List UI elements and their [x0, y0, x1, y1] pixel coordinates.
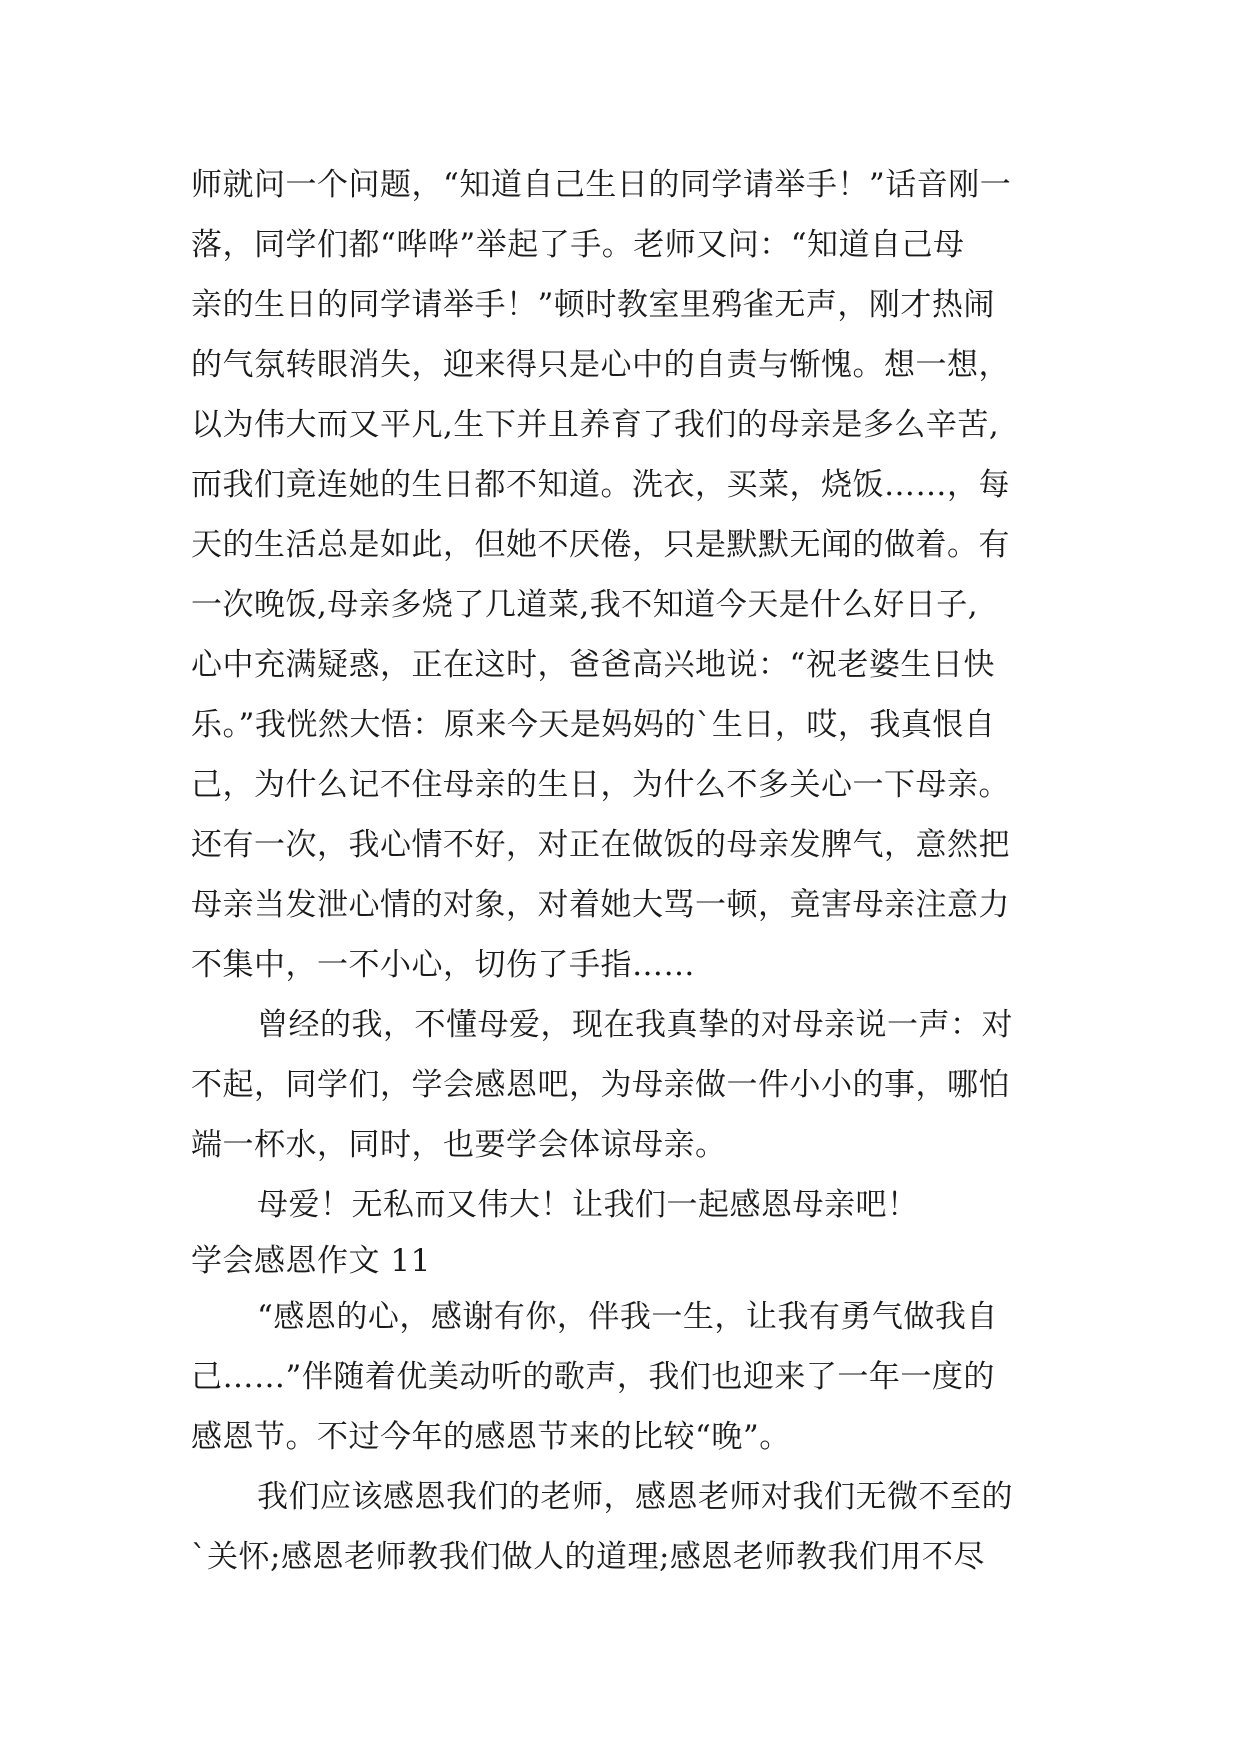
- text-line: `关怀;感恩老师教我们做人的道理;感恩老师教我们用不尽: [191, 1539, 985, 1575]
- text-line: 亲的生日的同学请举手！”顿时教室里鸦雀无声，刚才热闹: [191, 287, 995, 323]
- text-line: 师就问一个问题，“知道自己生日的同学请举手！”话音刚一: [191, 167, 1012, 203]
- text-line: 而我们竟连她的生日都不知道。洗衣，买菜，烧饭……，每: [191, 467, 1010, 503]
- document-body: [191, 155, 1071, 1587]
- text-line: 曾经的我，不懂母爱，现在我真挚的对母亲说一声：对: [257, 1007, 1013, 1043]
- text-line: 端一杯水，同时，也要学会体谅母亲。: [191, 1127, 727, 1163]
- text-line: 乐。”我恍然大悟：原来今天是妈妈的`生日，哎，我真恨自: [191, 707, 996, 743]
- text-line: 心中充满疑惑，正在这时，爸爸高兴地说：“祝老婆生日快: [191, 647, 995, 683]
- text-line: 己……”伴随着优美动听的歌声，我们也迎来了一年一度的: [191, 1359, 995, 1395]
- text-line: 不集中，一不小心，切伤了手指……: [191, 947, 695, 983]
- text-line: 母亲当发泄心情的对象，对着她大骂一顿，竟害母亲注意力: [191, 887, 1010, 923]
- text-line: 感恩节。不过今年的感恩节来的比较“晚”。: [191, 1419, 791, 1455]
- section-title: 学会感恩作文 11: [191, 1243, 431, 1279]
- text-line: 母爱！无私而又伟大！让我们一起感恩母亲吧！: [257, 1187, 919, 1223]
- text-line: 一次晚饭,母亲多烧了几道菜,我不知道今天是什么好日子,: [191, 587, 979, 623]
- text-line: 的气氛转眼消失，迎来得只是心中的自责与惭愧。想一想，: [191, 347, 1010, 383]
- text-line: 还有一次，我心情不好，对正在做饭的母亲发脾气，意然把: [191, 827, 1010, 863]
- text-line: 落，同学们都“哗哗”举起了手。老师又问：“知道自己母: [191, 227, 965, 263]
- text-line: “感恩的心，感谢有你，伴我一生，让我有勇气做我自: [257, 1299, 998, 1335]
- text-line: 以为伟大而又平凡,生下并且养育了我们的母亲是多么辛苦,: [191, 407, 1000, 443]
- text-line: 天的生活总是如此，但她不厌倦，只是默默无闻的做着。有: [191, 527, 1010, 563]
- text-line: 我们应该感恩我们的老师，感恩老师对我们无微不至的: [257, 1479, 1013, 1515]
- text-line: 己，为什么记不住母亲的生日，为什么不多关心一下母亲。: [191, 767, 1010, 803]
- text-line: 不起，同学们，学会感恩吧，为母亲做一件小小的事，哪怕: [191, 1067, 1010, 1103]
